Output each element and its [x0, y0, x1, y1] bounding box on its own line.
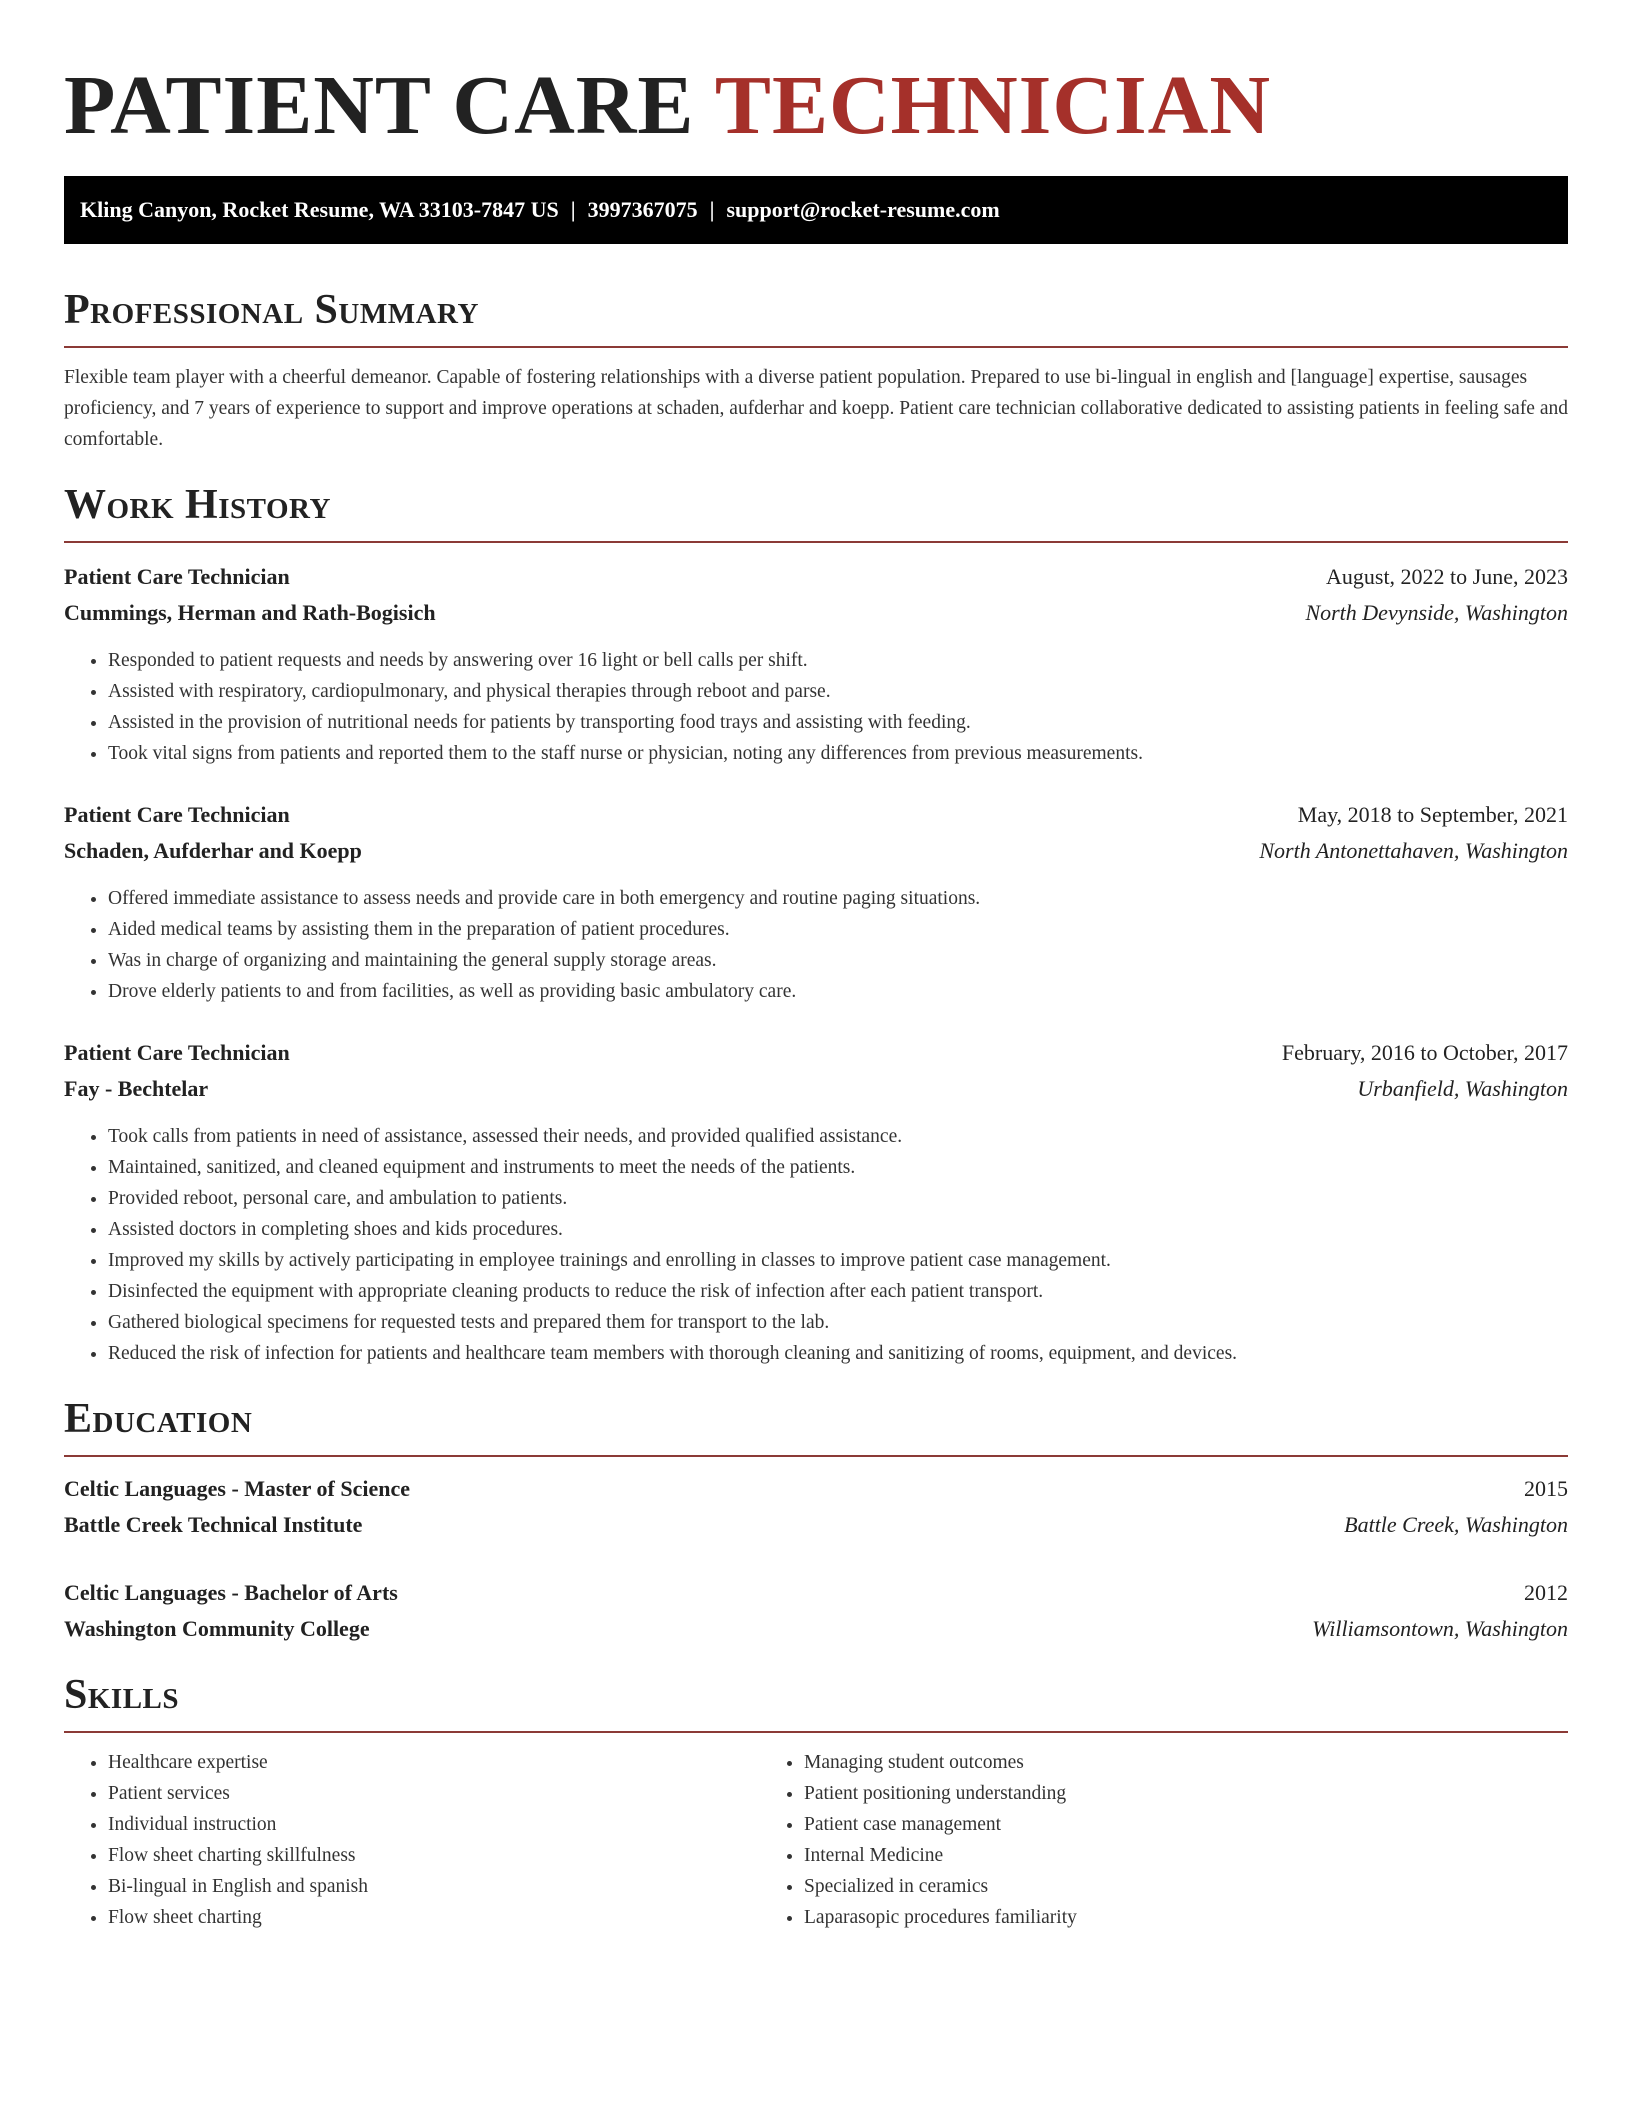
job-dates: February, 2016 to October, 2017	[1281, 1040, 1568, 1065]
skill-item: • Flow sheet charting skillfulness	[108, 1840, 760, 1871]
job-entry	[64, 797, 1568, 1007]
job-bullet: • Responded to patient requests and needs by answering over 16 light or bell calls per shift.	[108, 645, 1568, 676]
education-location: Battle Creek, Washington	[1344, 1512, 1568, 1537]
education-school: Washington Community College	[64, 1616, 370, 1641]
skill-item: • Patient positioning understanding	[804, 1778, 1456, 1809]
skills-columns	[64, 1747, 1568, 1933]
job-bullet: • Disinfected the equipment with appropriate cleaning products to reduce the risk of infection after each patient transport.	[108, 1276, 1568, 1307]
skills-section	[64, 1667, 1568, 1933]
title-part-2: TECHNICIAN	[714, 59, 1272, 152]
job-bullets	[64, 883, 1568, 1007]
skills-list-left	[64, 1747, 760, 1933]
job-dates: August, 2022 to June, 2023	[1326, 564, 1568, 589]
skill-item: • Patient case management	[804, 1809, 1456, 1840]
job-bullet: • Assisted in the provision of nutritional needs for patients by transporting food trays and assisting with feeding.	[108, 707, 1568, 738]
job-title: Patient Care Technician	[64, 564, 290, 589]
education-entry	[64, 1471, 1568, 1543]
job-bullet: • Offered immediate assistance to assess needs and provide care in both emergency and routine paging situations.	[108, 883, 1568, 914]
job-bullet: • Gathered biological specimens for requested tests and prepared them for transport to the lab.	[108, 1307, 1568, 1338]
summary-section	[64, 282, 1568, 455]
job-bullet: • Aided medical teams by assisting them in the preparation of patient procedures.	[108, 914, 1568, 945]
job-bullet: • Was in charge of organizing and maintaining the general supply storage areas.	[108, 945, 1568, 976]
job-entry	[64, 1035, 1568, 1369]
summary-text: Flexible team player with a cheerful demeanor. Capable of fostering relationships with a diverse patient population. Prepared to use bi-lingual in english and [language] expertise, sausages proficiency, and 7 years of experience to support and improve operations at schaden, aufderhar and koepp. Patient care technician collaborative dedicated to assisting patients in feeling safe and comfortable.	[64, 367, 1568, 450]
skill-item: • Laparasopic procedures familiarity	[804, 1902, 1456, 1933]
job-company: Schaden, Aufderhar and Koepp	[64, 838, 362, 863]
skill-item: • Managing student outcomes	[804, 1747, 1456, 1778]
skill-item: • Internal Medicine	[804, 1840, 1456, 1871]
job-bullet: • Took vital signs from patients and reported them to the staff nurse or physician, noting any differences from previous measurements.	[108, 738, 1568, 769]
education-section	[64, 1391, 1568, 1647]
job-dates: May, 2018 to September, 2021	[1297, 802, 1568, 827]
job-bullet: • Provided reboot, personal care, and ambulation to patients.	[108, 1183, 1568, 1214]
contact-separator: |	[570, 197, 576, 222]
education-degree: Celtic Languages - Master of Science	[64, 1476, 411, 1501]
job-location: Urbanfield, Washington	[1357, 1076, 1568, 1101]
skill-item: • Patient services	[108, 1778, 760, 1809]
contact-separator: |	[709, 197, 715, 222]
job-bullet: • Assisted with respiratory, cardiopulmonary, and physical therapies through reboot and parse.	[108, 676, 1568, 707]
job-bullets	[64, 645, 1568, 769]
job-bullet: • Maintained, sanitized, and cleaned equipment and instruments to meet the needs of the patients.	[108, 1152, 1568, 1183]
skills-heading: Skills	[64, 1667, 1568, 1733]
skill-item: • Specialized in ceramics	[804, 1871, 1456, 1902]
skill-item: • Individual instruction	[108, 1809, 760, 1840]
education-location: Williamsontown, Washington	[1312, 1616, 1568, 1641]
work-history-heading: Work History	[64, 477, 1568, 543]
resume-page	[64, 0, 1568, 1933]
job-bullets	[64, 1121, 1568, 1369]
job-title: Patient Care Technician	[64, 802, 290, 827]
job-location: North Antonettahaven, Washington	[1259, 838, 1568, 863]
education-degree: Celtic Languages - Bachelor of Arts	[64, 1580, 398, 1605]
skill-item: • Flow sheet charting	[108, 1902, 760, 1933]
skills-list-right	[760, 1747, 1456, 1933]
job-bullet: • Reduced the risk of infection for patients and healthcare team members with thorough cleaning and sanitizing of rooms, equipment, and devices.	[108, 1338, 1568, 1369]
job-company: Cummings, Herman and Rath-Bogisich	[64, 600, 436, 625]
contact-phone: 3997367075	[587, 197, 698, 222]
job-entry	[64, 559, 1568, 769]
education-school: Battle Creek Technical Institute	[64, 1512, 363, 1537]
skill-item: • Healthcare expertise	[108, 1747, 760, 1778]
job-bullet: • Drove elderly patients to and from facilities, as well as providing basic ambulatory care.	[108, 976, 1568, 1007]
skill-item: • Bi-lingual in English and spanish	[108, 1871, 760, 1902]
resume-title	[64, 56, 1568, 156]
contact-email: support@rocket-resume.com	[726, 197, 1000, 222]
education-entry	[64, 1575, 1568, 1647]
job-title: Patient Care Technician	[64, 1040, 290, 1065]
job-bullet: • Assisted doctors in completing shoes and kids procedures.	[108, 1214, 1568, 1245]
job-company: Fay - Bechtelar	[64, 1076, 209, 1101]
education-year: 2012	[1524, 1580, 1568, 1605]
job-bullet: • Took calls from patients in need of assistance, assessed their needs, and provided qualified assistance.	[108, 1121, 1568, 1152]
education-year: 2015	[1524, 1476, 1568, 1501]
job-location: North Devynside, Washington	[1305, 600, 1568, 625]
contact-address: Kling Canyon, Rocket Resume, WA 33103-7847 US	[80, 197, 559, 222]
job-bullet: • Improved my skills by actively participating in employee trainings and enrolling in classes to improve patient case management.	[108, 1245, 1568, 1276]
title-part-1: PATIENT CARE	[64, 59, 695, 152]
work-history-section	[64, 477, 1568, 1369]
education-heading: Education	[64, 1391, 1568, 1457]
summary-heading: Professional Summary	[64, 282, 1568, 348]
contact-bar	[64, 176, 1568, 244]
